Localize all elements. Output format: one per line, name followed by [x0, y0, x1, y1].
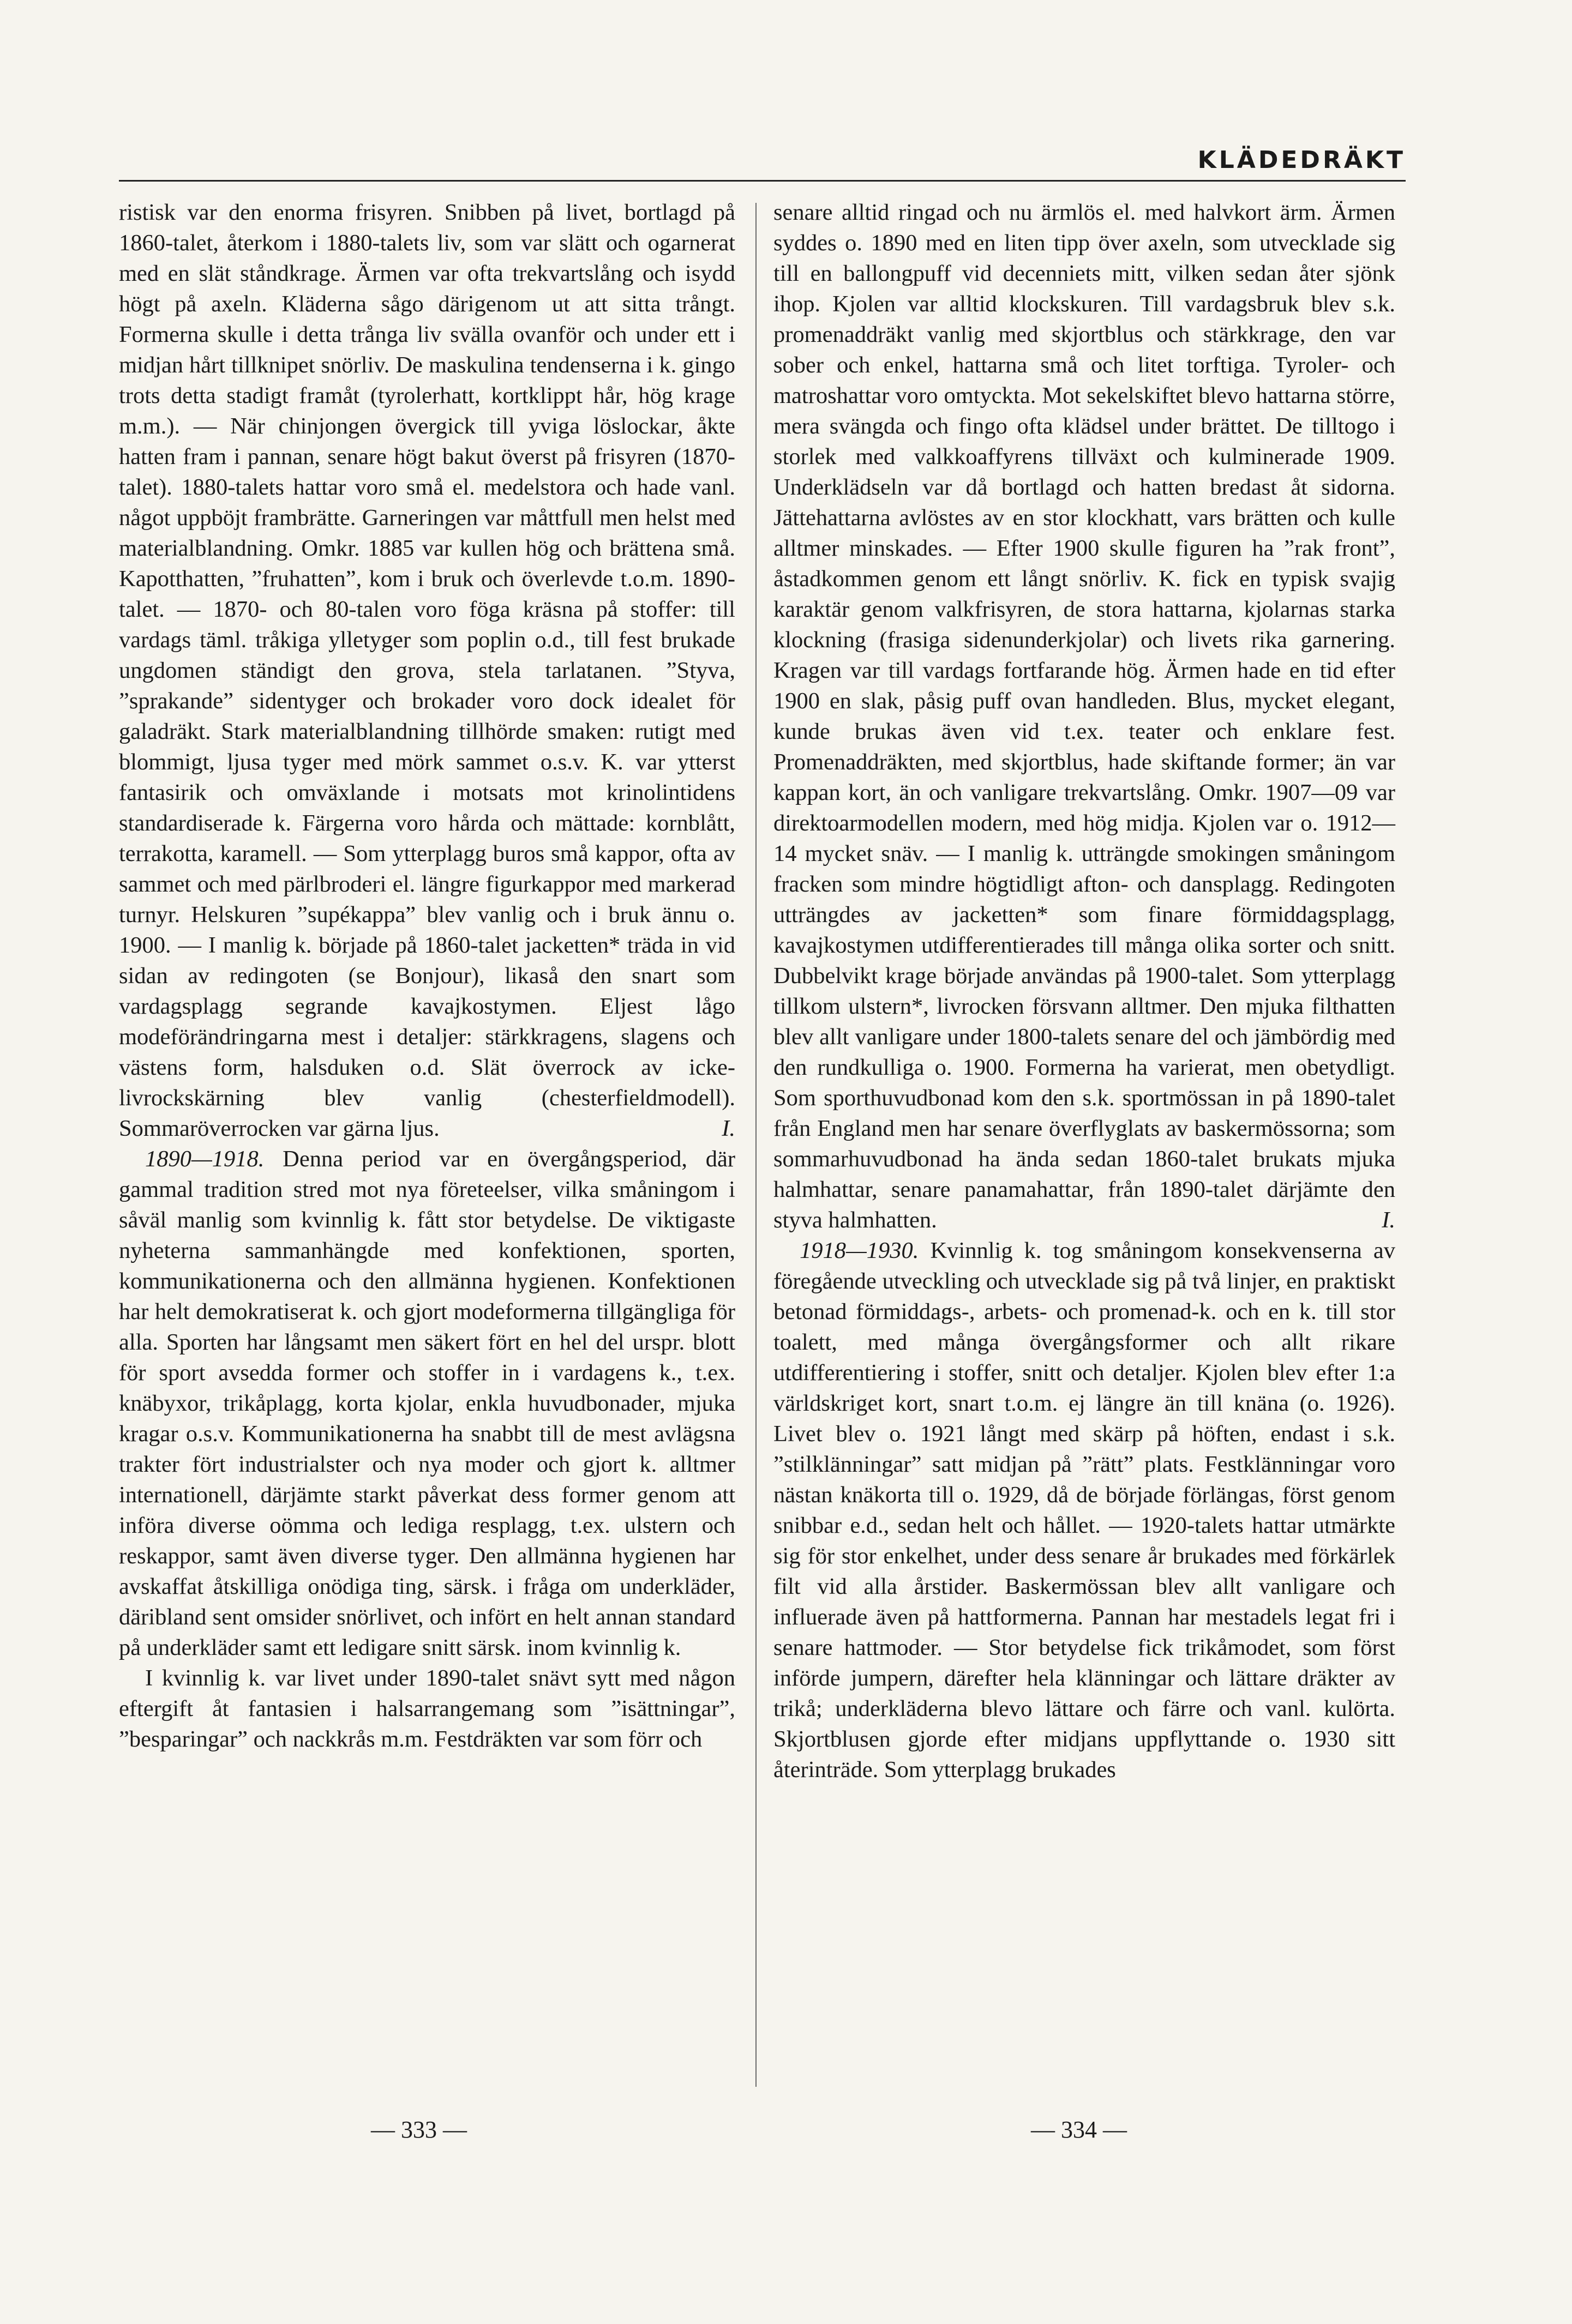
- right-column: [773, 197, 1395, 1785]
- paragraph-text: Denna period var en övergångsperiod, där gammal tradition stred mot nya företeelser, vilka småningom i såväl manlig som kvinnlig k. fått stor betydelse. De viktigaste nyheterna sammanhängde med konfektionen, sporten, kommunikationerna och den allmänna hygienen. Konfektionen har helt demokratiserat k. och gjort modeformerna tillgängliga för alla. Sporten har långsamt men säkert fört en hel del urspr. blott för sport avsedda former och stoffer in i vardagens k., t.ex. knäbyxor, trikåplagg, korta kjolar, enkla huvudbonader, mjuka kragar o.s.v. Kommunikationerna ha snabbt till de mest avlägsna trakter fört industrialster och nya moder och gjort k. alltmer internationell, därjämte starkt påverkat dess former genom att införa diverse oömma och lediga resplagg, t.ex. ulstern och reskappor, samt även diverse tyger. Den allmänna hygienen har avskaffat åtskilliga onödiga ting, särsk. i fråga om underkläder, däribland sent omsider snörlivet, och infört en helt annan standard på underkläder samt ett ledigare snitt särsk. inom kvinnlig k.: [119, 1146, 735, 1660]
- page-number-left: — 333 —: [371, 2116, 467, 2143]
- paragraph-text: I kvinnlig k. var livet under 1890-talet snävt sytt med någon eftergift åt fantasien i halsarrangemang som ”isättningar”, ”besparingar” och nackkrås m.m. Festdräkten var som förr och: [119, 1665, 735, 1752]
- paragraph: [119, 1144, 735, 1663]
- period-heading: 1918—1930.: [800, 1238, 919, 1263]
- paragraph-text: Kvinnlig k. tog småningom konsekvenserna av föregående utveckling och utvecklade sig på två linjer, en praktiskt betonad förmiddags-, arbets- och promenad-k. och en k. till stor toalett, med många övergångsformer och allt rikare utdifferentiering i stoffer, snitt och detaljer. Kjolen blev efter 1:a världskriget kort, snart t.o.m. ej längre än till knäna (o. 1926). Livet blev o. 1921 långt med skärp på höften, endast i s.k. ”stilklänningar” satt midjan på ”rätt” plats. Festklänningar voro nästan knäkorta till o. 1929, då de började förlängas, först genom snibbar e.d., sedan helt och hållet. — 1920-talets hattar utmärkte sig för stor enkelhet, under dess senare år brukades med förkärlek filt vid alla årstider. Baskermössan blev allt vanligare och influerade även på hattformerna. Pannan har mestadels legat fri i senare hattmoder. — Stor betydelse fick trikåmodet, som först införde jumpern, därefter hela klänningar och lättare dräkter av trikå; underkläderna blevo lättare och färre och vanl. kulörta. Skjortblusen gjorde efter midjans uppflyttande o. 1930 sitt återinträde. Som ytterplagg brukades: [773, 1238, 1395, 1783]
- paragraph: [773, 197, 1395, 1236]
- paragraph: [119, 1663, 735, 1755]
- paragraph: [119, 197, 735, 1144]
- column-divider: [755, 203, 757, 2087]
- header-rule: [119, 180, 1406, 182]
- page-number-right: — 334 —: [1031, 2116, 1127, 2143]
- running-header: KLÄDEDRÄKT: [1197, 146, 1406, 174]
- paragraph: [773, 1236, 1395, 1785]
- author-signature: I.: [722, 1116, 735, 1141]
- paragraph-text: senare alltid ringad och nu ärmlös el. med halvkort ärm. Ärmen syddes o. 1890 med en liten tipp över axeln, som utvecklade sig till en ballongpuff vid decenniets mitt, vilken sedan åter sjönk ihop. Kjolen var alltid klockskuren. Till vardagsbruk blev s.k. promenaddräkt vanlig med skjortblus och stärkkrage, den var sober och enkel, hattarna små och litet torftiga. Tyroler- och matroshattar voro omtyckta. Mot sekelskiftet blevo hattarna större, mera svängda och fingo ofta klädsel under brättet. De tilltogo i storlek med valkkoaffyrens tillväxt och kulminerade 1909. Underklädseln var då bortlagd och hatten bredast åt sidorna. Jättehattarna avlöstes av en stor klockhatt, vars brätten och kulle alltmer minskades. — Efter 1900 skulle figuren ha ”rak front”, åstadkommen genom ett långt snörliv. K. fick en typisk svajig karaktär genom valkfrisyren, de stora hattarna, kjolarnas starka klockning (frasiga sidenunderkjolar) och livets rika garnering. Kragen var till vardags fortfarande hög. Ärmen hade en tid efter 1900 en slak, påsig puff ovan handleden. Blus, mycket elegant, kunde brukas även vid t.ex. teater och enklare fest. Promenaddräkten, med skjortblus, hade skiftande former; än var kappan kort, än och vanligare trekvartslång. Omkr. 1907—09 var direktoarmodellen modern, med hög midja. Kjolen var o. 1912—14 mycket snäv. — I manlig k. utträngde smokingen småningom fracken som mindre högtidligt afton- och dansplagg. Redingoten utträngdes av jacketten* som finare förmiddagsplagg, kavajkostymen utdifferentierades till många olika sorter och snitt. Dubbelvikt krage började användas på 1900-talet. Som ytterplagg tillkom ulstern*, livrocken försvann alltmer. Den mjuka filthatten blev allt vanligare under 1800-talets senare del och jämbördig med den rundkulliga o. 1900. Formerna ha varierat, men obetydligt. Som sporthuvudbonad kom den s.k. sportmössan in på 1890-talet från England men har senare överflyglats av baskermössorna; som sommarhuvudbonad ha ända sedan 1860-talet brukats mjuka halmhattar, senare panamahattar, från 1890-talet därjämte den styva halmhatten.: [773, 200, 1395, 1233]
- left-column: [119, 197, 735, 1755]
- paragraph-text: ristisk var den enorma frisyren. Snibben på livet, bortlagd på 1860-talet, återkom i 1880-talets liv, som var slätt och ogarnerat med en slät ståndkrage. Ärmen var ofta trekvartslång och isydd högt på axeln. Kläderna sågo därigenom ut att sitta trångt. Formerna skulle i detta trånga liv svälla ovanför och under ett i midjan hårt tillknipet snörliv. De maskulina tendenserna i k. gingo trots detta stadigt framåt (tyrolerhatt, kortklippt hår, hög krage m.m.). — När chinjongen övergick till yviga löslockar, åkte hatten fram i pannan, senare högt bakut överst på frisyren (1870-talet). 1880-talets hattar voro små el. medelstora och hade vanl. något uppböjt frambrätte. Garneringen var måttfull men helst med materialblandning. Omkr. 1885 var kullen hög och brättena små. Kapotthatten, ”fruhatten”, kom i bruk och överlevde t.o.m. 1890-talet. — 1870- och 80-talen voro föga kräsna på stoffer: till vardags täml. tråkiga ylletyger som poplin o.d., till fest brukade ungdomen ständigt den grova, stela tarlatanen. ”Styva, ”sprakande” sidentyger och brokader voro dock idealet för galadräkt. Stark materialblandning tillhörde smaken: rutigt med blommigt, ljusa tyger med mörk sammet o.s.v. K. var ytterst fantasirik och omväxlande i motsats mot krinolintidens standardiserade k. Färgerna voro hårda och mättade: kornblått, terrakotta, karamell. — Som ytterplagg buros små kappor, ofta av sammet och med pärlbroderi el. längre figurkappor med markerad turnyr. Helskuren ”supékappa” blev vanlig och i bruk ännu o. 1900. — I manlig k. började på 1860-talet jacketten* träda in vid sidan av redingoten (se Bonjour), likaså den snart som vardagsplagg segrande kavajkostymen. Eljest lågo modeförändringarna mest i detaljer: stärkkragens, slagens och västens form, halsduken o.d. Slät överrock av icke-livrockskärning blev vanlig (chesterfieldmodell). Sommaröverrocken var gärna ljus.: [119, 200, 735, 1141]
- period-heading: 1890—1918.: [145, 1146, 265, 1172]
- author-signature: I.: [1382, 1207, 1395, 1233]
